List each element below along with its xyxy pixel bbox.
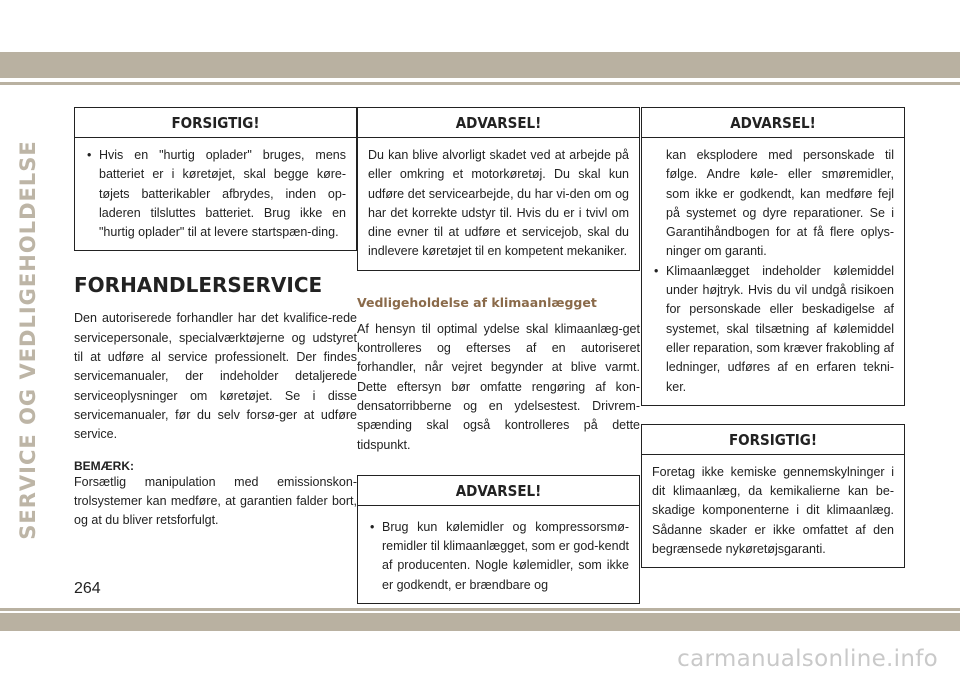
ac-maintenance-paragraph: Af hensyn til optimal ydelse skal klimaanlæg-get kontrolleres og efterses af en autoriseret forhandler, når vejret begynder at blive varmt. Dette eftersyn bør omfatte rengøring af kon-densatorribberne og en ydelsestest. Drivrem-spænding skal også kontrolleres på dette tidspunkt. bbox=[357, 321, 640, 452]
caution-title: FORSIGTIG! bbox=[75, 108, 356, 138]
section-side-title: SERVICE OG VEDLIGEHOLDELSE bbox=[16, 140, 40, 540]
note-label: BEMÆRK: bbox=[74, 458, 134, 473]
dealer-service-paragraph: Den autoriserede forhandler har det kvalifice-rede servicepersonale, specialværktøjerne og udstyret til at udføre al service professionelt. Der findes servicemanualer, der indeholder detaljerede serviceoplysninger om køretøjet. Se i disse servicemanualer, før du selv forsø-ger at udføre service. bbox=[74, 311, 357, 442]
header-rule bbox=[0, 82, 960, 85]
watermark-text: carmanualsonline.info bbox=[677, 646, 938, 672]
footer-band bbox=[0, 613, 960, 631]
page-number: 264 bbox=[74, 580, 101, 597]
note-text: Forsætlig manipulation med emissionskon-trolsystemer kan medføre, at garantien falder bort, og at du bliver retsforfulgt. bbox=[74, 474, 357, 528]
caution-bullet: • Hvis en "hurtig oplader" bruges, mens batteriet er i køretøjet, skal begge køre-tøjets batterikabler afbrydes, inden op-laderen tilsluttes batteriet. Brug ikke en "hurtig oplader" til at levere startspæn-ding. bbox=[85, 146, 346, 242]
ac-maintenance-subheading: Vedligeholdelse af klimaanlægget bbox=[357, 294, 597, 310]
caution-text: Foretag ikke kemiske gennemskylninger i dit klimaanlæg, da kemikalierne kan be-skadige komponenterne i dit klimaanlæg. Sådanne skader er ikke omfattet af den begrænsede nykøretøjsgaranti. bbox=[652, 464, 894, 557]
warning-title: ADVARSEL! bbox=[642, 108, 904, 138]
caution-title: FORSIGTIG! bbox=[642, 425, 904, 455]
warning-title: ADVARSEL! bbox=[358, 476, 639, 506]
warning-continuation: kan eksplodere med personskade til følge. Andre køle- eller smøremidler, som ikke er godkendt, kan medføre fejl på systemet og dyre reparationer. Se i Garantihåndbogen for at få flere oplys-ninger om garanti. bbox=[666, 148, 894, 259]
caution-box-flush bbox=[641, 424, 905, 568]
warning-title: ADVARSEL! bbox=[358, 108, 639, 138]
header-band bbox=[0, 52, 960, 78]
footer-rule bbox=[0, 608, 960, 611]
warning-bullet: • Klimaanlægget indeholder kølemiddel under højtryk. Hvis du vil undgå risikoen for personskade eller beskadigelse af systemet, skal tilsætning af kølemiddel eller reparation, som kræver frakobling af ledninger, udføres af en erfaren tekni-ker. bbox=[652, 262, 894, 397]
warning-text: Du kan blive alvorligt skadet ved at arbejde på eller omkring et motorkøretøj. Du skal kun udføre det servicearbejde, du har vi-den om og har det korrekte udstyr til. Hvis du er i tvivl om dine evner til at udføre et servicejob, skal du indlevere køretøjet til en kompetent mekaniker. bbox=[368, 148, 629, 259]
warning-box-refrigerant bbox=[357, 475, 640, 604]
column-2 bbox=[357, 107, 640, 604]
caution-box-battery bbox=[74, 107, 357, 251]
column-1 bbox=[74, 107, 357, 530]
warning-box-continued bbox=[641, 107, 905, 406]
warning-box-service bbox=[357, 107, 640, 271]
column-3 bbox=[641, 107, 905, 568]
section-heading: FORHANDLERSERVICE bbox=[74, 273, 323, 298]
warning-bullet: • Brug kun kølemidler og kompressorsmø-remidler til klimaanlægget, som er god-kendt af producenten. Nogle kølemidler, som ikke er godkendt, er brændbare og bbox=[368, 518, 629, 595]
